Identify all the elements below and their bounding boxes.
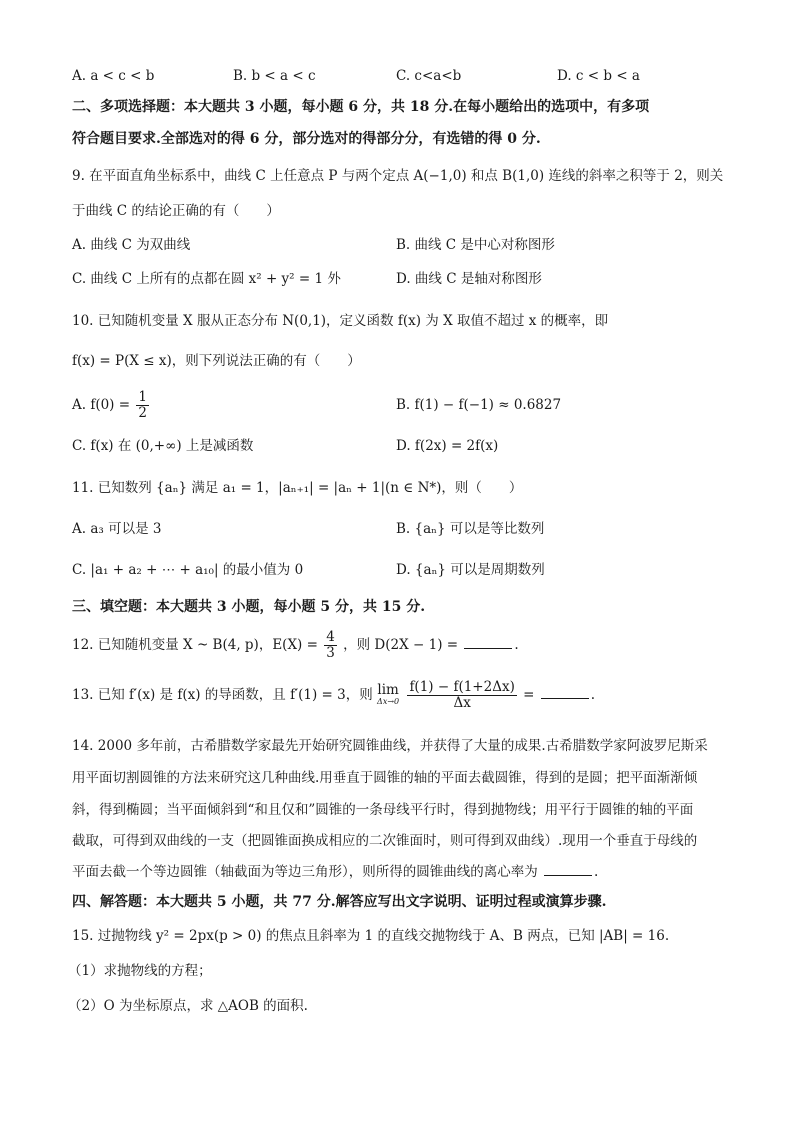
q14-answer-blank[interactable] bbox=[544, 863, 592, 876]
q11-option-d: D. {aₙ} 可以是周期数列 bbox=[396, 562, 545, 578]
q9-option-d: D. 曲线 C 是轴对称图形 bbox=[396, 271, 542, 287]
q14-stem-line5 bbox=[72, 863, 598, 881]
q13-prefix: 13. 已知 f′(x) 是 f(x) 的导函数，且 f′(1) = 3，则 bbox=[72, 687, 373, 703]
q9-option-c: C. 曲线 C 上所有的点都在圆 x² + y² = 1 外 bbox=[72, 271, 341, 287]
q13-equals: = bbox=[523, 687, 535, 703]
q10-option-a bbox=[72, 390, 151, 421]
q9-option-a: A. 曲线 C 为双曲线 bbox=[72, 237, 191, 253]
q15-part2: （2）O 为坐标原点，求 △AOB 的面积. bbox=[68, 998, 308, 1014]
q11-stem: 11. 已知数列 {aₙ} 满足 a₁ = 1，|aₙ₊₁| = |aₙ + 1|(n ∈ N*)，则（ ） bbox=[72, 480, 523, 496]
q8-option-d: D. c < b < a bbox=[557, 68, 640, 84]
q12-answer-blank[interactable] bbox=[464, 636, 512, 649]
q13-denominator: Δx bbox=[453, 695, 471, 711]
q14-stem-line4: 截取，可得到双曲线的一支（把圆锥面换成相应的二次锥面时，则可得到双曲线）.现用一个垂直于母线的 bbox=[72, 833, 698, 849]
q11-option-c: C. |a₁ + a₂ + ⋯ + a₁₀| 的最小值为 0 bbox=[72, 562, 304, 578]
q13-limit-sub: Δx→0 bbox=[377, 696, 400, 706]
q11-option-b: B. {aₙ} 可以是等比数列 bbox=[396, 521, 545, 537]
q10-option-a-prefix: A. f(0) = bbox=[72, 397, 131, 413]
q13-numerator: f(1) − f(1+2Δx) bbox=[409, 679, 515, 695]
q12-numerator: 4 bbox=[326, 629, 335, 645]
q15-stem: 15. 过抛物线 y² = 2px(p > 0) 的焦点且斜率为 1 的直线交抛物线于 A、B 两点，已知 |AB| = 16. bbox=[72, 928, 670, 944]
q12-fraction bbox=[324, 630, 337, 661]
q10-option-d: D. f(2x) = 2f(x) bbox=[396, 438, 499, 454]
q13-limit bbox=[377, 681, 400, 708]
section2-heading-line1: 二、多项选择题：本大题共 3 小题，每小题 6 分，共 18 分.在每小题给出的选项中，有多项 bbox=[72, 99, 650, 115]
q10-option-a-fraction bbox=[136, 390, 149, 421]
q9-stem-line2: 于曲线 C 的结论正确的有（ ） bbox=[72, 203, 280, 219]
q10-stem-line1: 10. 已知随机变量 X 服从正态分布 N(0,1)，定义函数 f(x) 为 X 取值不超过 x 的概率，即 bbox=[72, 313, 609, 329]
q9-option-b: B. 曲线 C 是中心对称图形 bbox=[396, 237, 555, 253]
q9-stem-line1: 9. 在平面直角坐标系中，曲线 C 上任意点 P 与两个定点 A(−1,0) 和点 B(1,0) 连线的斜率之积等于 2，则关 bbox=[72, 168, 724, 184]
q13-fraction bbox=[407, 680, 516, 711]
q10-stem-line2: f(x) = P(X ≤ x)，则下列说法正确的有（ ） bbox=[72, 353, 361, 369]
q12-stem bbox=[72, 630, 519, 661]
section2-heading-line2: 符合题目要求.全部选对的得 6 分，部分选对的得部分分，有选错的得 0 分. bbox=[72, 131, 541, 147]
q10-option-b: B. f(1) − f(−1) ≈ 0.6827 bbox=[396, 397, 562, 413]
q10-option-a-denominator: 2 bbox=[138, 405, 147, 421]
q12-suffix: ，则 D(2X − 1) = bbox=[343, 637, 459, 653]
q13-stem bbox=[72, 680, 595, 711]
section4-heading: 四、解答题：本大题共 5 小题，共 77 分.解答应写出文字说明、证明过程或演算步骤. bbox=[72, 894, 607, 910]
q14-end: . bbox=[594, 864, 599, 880]
q12-denominator: 3 bbox=[326, 645, 335, 661]
q10-option-a-numerator: 1 bbox=[138, 389, 147, 405]
q12-prefix: 12. 已知随机变量 X ~ B(4, p)，E(X) = bbox=[72, 637, 318, 653]
q14-stem-line1: 14. 2000 多年前，古希腊数学家最先开始研究圆锥曲线，并获得了大量的成果.古希腊数学家阿波罗尼斯采 bbox=[72, 738, 708, 754]
q10-option-c: C. f(x) 在 (0,+∞) 上是减函数 bbox=[72, 438, 254, 454]
q14-line5-text: 平面去截一个等边圆锥（轴截面为等边三角形），则所得的圆锥曲线的离心率为 bbox=[72, 864, 538, 880]
q14-stem-line3: 斜，得到椭圆；当平面倾斜到“和且仅和”圆锥的一条母线平行时，得到抛物线；用平行于圆锥的轴的平面 bbox=[72, 802, 694, 818]
q8-option-b: B. b < a < c bbox=[233, 68, 316, 84]
q11-option-a: A. a₃ 可以是 3 bbox=[72, 521, 162, 537]
q8-option-a: A. a < c < b bbox=[72, 68, 155, 84]
section3-heading: 三、填空题：本大题共 3 小题，每小题 5 分，共 15 分. bbox=[72, 599, 426, 615]
q8-option-c: C. c<a<b bbox=[396, 68, 462, 84]
q14-stem-line2: 用平面切割圆锥的方法来研究这几种曲线.用垂直于圆锥的轴的平面去截圆锥，得到的是圆；把平面渐渐倾 bbox=[72, 770, 698, 786]
q13-answer-blank[interactable] bbox=[541, 686, 589, 699]
q15-part1: （1）求抛物线的方程； bbox=[68, 963, 212, 979]
q13-end: . bbox=[590, 687, 596, 703]
q12-end: . bbox=[514, 637, 519, 653]
q13-limit-label: lim bbox=[377, 681, 399, 698]
